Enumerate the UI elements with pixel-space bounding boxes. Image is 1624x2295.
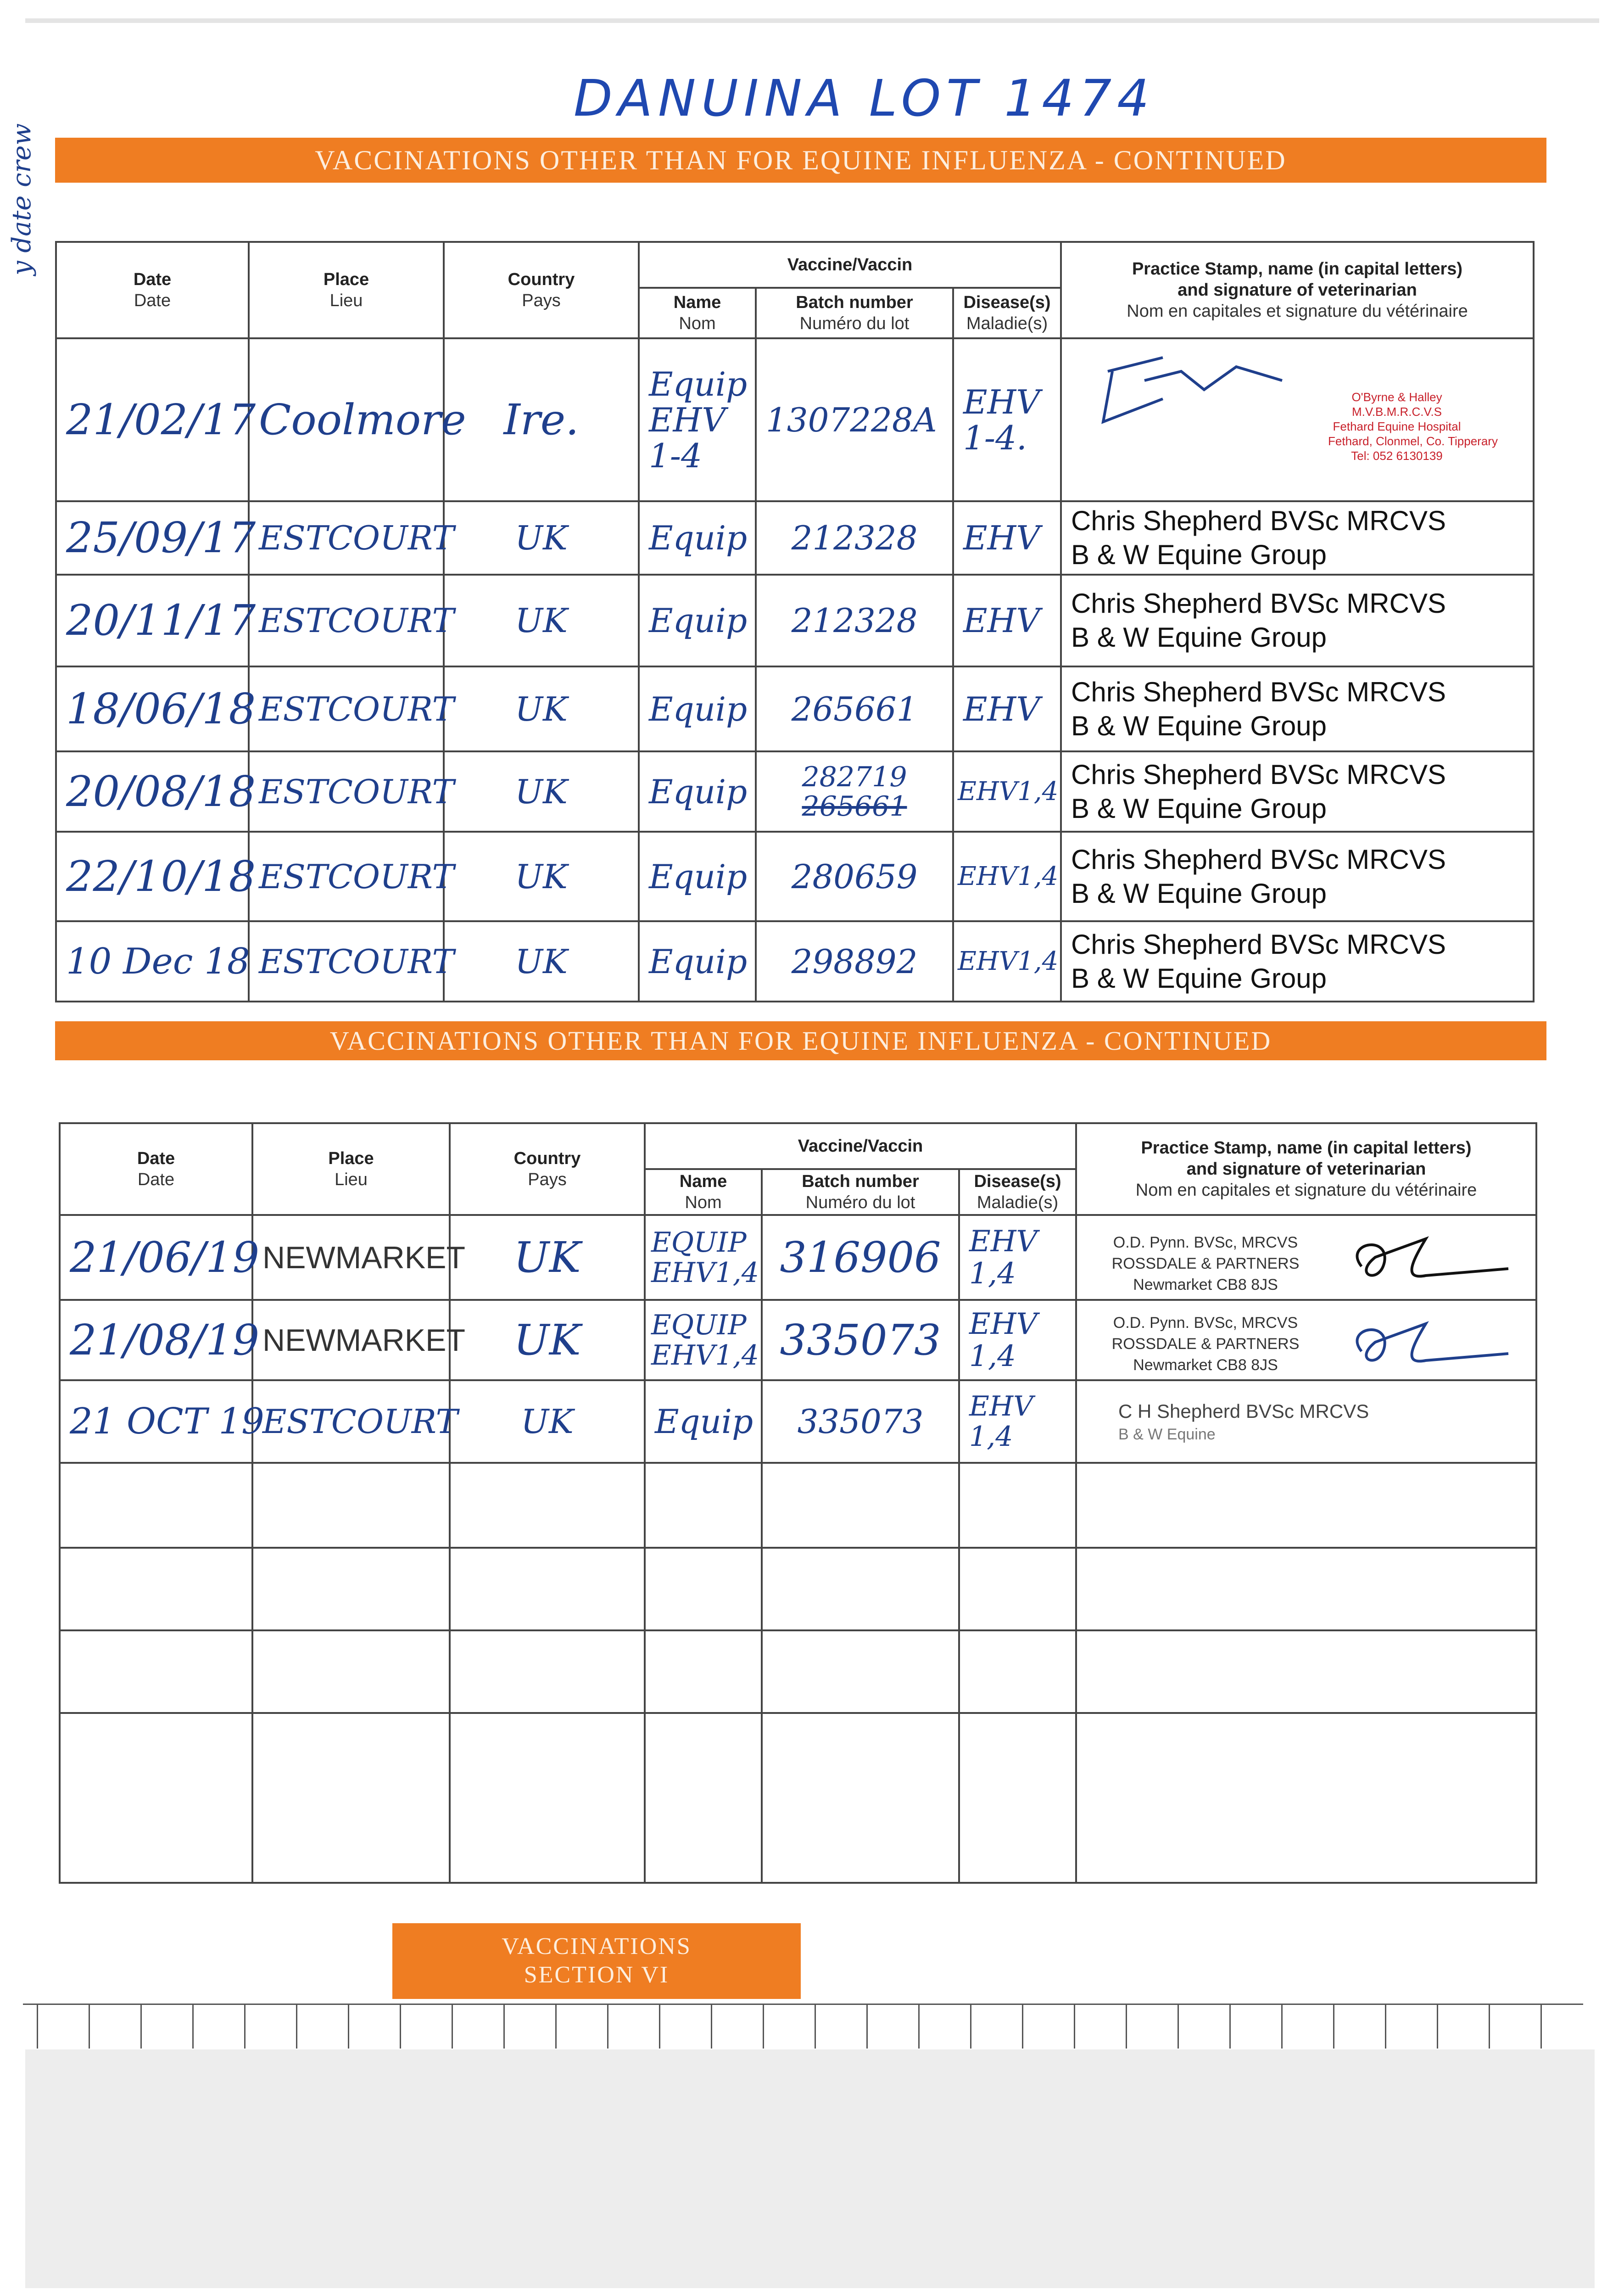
header-country: Country Pays (450, 1123, 645, 1215)
batch-cell: 280659 (791, 857, 918, 896)
vaccine-name-cell: Equip EHV 1-4 (649, 364, 748, 475)
ruler-tick (37, 2005, 38, 2049)
country-cell: Ire. (503, 395, 579, 444)
banner-line: VACCINATIONS (502, 1933, 692, 1959)
ruler-tick (970, 2005, 971, 2049)
ruler-tick (1229, 2005, 1231, 2049)
disease-cell: EHV 1,4 (969, 1390, 1033, 1453)
stamp-practice: B & W Equine Group (1071, 963, 1327, 994)
date-cell: 20/08/18 (66, 767, 256, 816)
stamp-line: O.D. Pynn. BVSc, MRCVS (1113, 1314, 1298, 1332)
country-cell: UK (513, 1315, 581, 1365)
header-date: Date Date (60, 1123, 252, 1215)
stamp-line: ROSSDALE & PARTNERS (1111, 1255, 1300, 1272)
batch-cell: 282719 (802, 761, 907, 793)
date-cell: 22/10/18 (66, 851, 256, 901)
ruler-tick (1126, 2005, 1127, 2049)
country-cell: UK (515, 857, 568, 896)
stamp-line: O'Byrne & Halley (1351, 390, 1442, 404)
handwritten-title: DANUINA LOT 1474 (574, 69, 1155, 128)
header-batch: Batch number Numéro du lot (762, 1169, 959, 1215)
ruler-tick (244, 2005, 246, 2049)
ruler-tick (1281, 2005, 1283, 2049)
practice-stamp (1091, 1232, 1320, 1295)
stamp-practice: B & W Equine Group (1071, 539, 1327, 570)
page-top-edge (25, 18, 1599, 23)
header-practice: Practice Stamp, name (in capital letters) and signature of veterinarian Nom en capitales et signature du vétérinaire (1076, 1123, 1536, 1215)
banner-line: SECTION VI (524, 1962, 670, 1988)
ruler-tick (1385, 2005, 1386, 2049)
disease-cell: EHV (963, 601, 1040, 640)
ruler-tick (348, 2005, 349, 2049)
country-cell: UK (515, 942, 568, 981)
table-row (56, 338, 1534, 501)
vaccine-name-cell: Equip (649, 772, 748, 811)
stamp-line: O.D. Pynn. BVSc, MRCVS (1113, 1234, 1298, 1251)
table-row-empty (60, 1713, 1536, 1883)
country-cell: UK (515, 601, 568, 640)
table-row (56, 921, 1534, 1002)
margin-note: y date crew (7, 123, 37, 275)
batch-cell: 212328 (791, 601, 918, 640)
place-cell: ESTCOURT (259, 689, 454, 728)
batch-cell: 298892 (791, 942, 918, 981)
header-practice: Practice Stamp, name (in capital letters) and signature of veterinarian Nom en capitales et signature du vétérinaire (1061, 242, 1534, 338)
header-country: Country Pays (444, 242, 639, 338)
place-cell: ESTCOURT (259, 772, 454, 811)
stamp-line: Tel: 052 6130139 (1351, 449, 1443, 463)
date-cell: 20/11/17 (66, 596, 256, 645)
ruler-tick (815, 2005, 816, 2049)
place-cell: ESTCOURT (259, 857, 454, 896)
header-name: Name Nom (639, 288, 756, 338)
stamp-line: ROSSDALE & PARTNERS (1111, 1335, 1300, 1353)
ruler-tick (659, 2005, 660, 2049)
header-date: Date Date (56, 242, 249, 338)
header-disease: Disease(s) Maladie(s) (959, 1169, 1076, 1215)
table-row-empty (60, 1463, 1536, 1548)
table-row (60, 1215, 1536, 1300)
stamp-name: Chris Shepherd BVSc MRCVS (1071, 929, 1446, 960)
stamp-practice: B & W Equine (1118, 1426, 1216, 1443)
ruler-tick (192, 2005, 194, 2049)
veterinarian-signature (1089, 353, 1310, 459)
header-vaccine: Vaccine/Vaccin (639, 242, 1061, 288)
batch-cell: 1307228A (766, 400, 937, 439)
stamp-practice: B & W Equine Group (1071, 710, 1327, 741)
veterinarian-signature (1334, 1310, 1518, 1379)
vaccine-name-cell: Equip (649, 857, 748, 896)
batch-cell: 335073 (797, 1402, 924, 1441)
ruler-tick (1489, 2005, 1490, 2049)
disease-cell: EHV1,4 (958, 776, 1059, 806)
stamp-practice: B & W Equine Group (1071, 622, 1327, 653)
section-banner-bottom (392, 1923, 801, 1999)
stamp-line: Fethard Equine Hospital (1333, 420, 1461, 433)
ruler-tick (452, 2005, 453, 2049)
date-cell: 25/09/17 (66, 513, 256, 562)
ruler-tick (555, 2005, 557, 2049)
batch-cell: 335073 (780, 1315, 941, 1365)
vaccine-name-cell: Equip (655, 1402, 753, 1441)
stamp-name: Chris Shepherd BVSc MRCVS (1071, 844, 1446, 875)
ruler-tick (1178, 2005, 1179, 2049)
batch-cell: 212328 (791, 519, 918, 557)
country-cell: UK (515, 689, 568, 728)
ruler-tick (1022, 2005, 1023, 2049)
date-cell: 10 Dec 18 (66, 940, 250, 982)
disease-cell: EHV (963, 519, 1040, 557)
ruler-tick (1074, 2005, 1075, 2049)
header-place: Place Lieu (252, 1123, 450, 1215)
ruler-tick (1540, 2005, 1542, 2049)
vaccine-name-cell: EQUIP EHV1,4 (651, 1309, 759, 1371)
date-cell: 21/06/19 (70, 1232, 260, 1282)
country-cell: UK (513, 1232, 581, 1282)
practice-stamp (1319, 390, 1498, 463)
country-cell: UK (515, 772, 568, 811)
ruler-tick (400, 2005, 401, 2049)
vaccination-table-1 (55, 241, 1535, 1002)
practice-stamp (1091, 1312, 1320, 1376)
table-row (60, 1300, 1536, 1380)
table-row (60, 1380, 1536, 1463)
batch-struck-cell: 265661 (802, 790, 907, 823)
table-row (56, 575, 1534, 666)
country-cell: UK (521, 1402, 574, 1441)
header-place: Place Lieu (249, 242, 444, 338)
header-name: Name Nom (645, 1169, 762, 1215)
disease-cell: EHV1,4 (958, 861, 1059, 891)
vaccine-name-cell: Equip (649, 942, 748, 981)
date-cell: 21/08/19 (70, 1315, 260, 1365)
place-cell: ESTCOURT (259, 519, 454, 557)
batch-cell: 316906 (780, 1232, 941, 1282)
ruler-tick (607, 2005, 608, 2049)
disease-cell: EHV (963, 689, 1040, 728)
place-cell: NEWMARKET (262, 1240, 465, 1275)
table-row-empty (60, 1630, 1536, 1713)
date-cell: 18/06/18 (66, 684, 256, 733)
header-disease: Disease(s) Maladie(s) (953, 288, 1061, 338)
table-row (56, 501, 1534, 575)
stamp-line: Newmarket CB8 8JS (1133, 1276, 1278, 1293)
date-cell: 21 OCT 19 (70, 1401, 264, 1442)
stamp-practice: B & W Equine Group (1071, 878, 1327, 909)
stamp-line: M.V.B.M.R.C.V.S (1352, 405, 1442, 419)
vaccine-name-cell: Equip (649, 519, 748, 557)
batch-cell: 265661 (791, 689, 918, 728)
ruler-tick (918, 2005, 920, 2049)
stamp-name: Chris Shepherd BVSc MRCVS (1071, 588, 1446, 619)
ruler-tick (140, 2005, 142, 2049)
veterinarian-signature (1334, 1225, 1518, 1294)
vaccine-name-cell: EQUIP EHV1,4 (651, 1226, 759, 1289)
vaccination-table-2 (59, 1122, 1537, 1884)
stamp-name: Chris Shepherd BVSc MRCVS (1071, 505, 1446, 536)
ruler-tick (503, 2005, 505, 2049)
disease-cell: EHV 1-4. (963, 382, 1040, 457)
country-cell: UK (515, 519, 568, 557)
ruler-tick (711, 2005, 712, 2049)
date-cell: 21/02/17 (66, 395, 256, 444)
place-cell: Coolmore (259, 395, 466, 444)
ruler-tick (1437, 2005, 1438, 2049)
stamp-line: Newmarket CB8 8JS (1133, 1356, 1278, 1374)
table-row (56, 832, 1534, 921)
ruler-tick (89, 2005, 90, 2049)
disease-cell: EHV 1,4 (969, 1307, 1038, 1373)
table-row (56, 751, 1534, 832)
header-vaccine: Vaccine/Vaccin (645, 1123, 1076, 1169)
disease-cell: EHV 1,4 (969, 1224, 1038, 1291)
place-cell: ESTCOURT (259, 942, 454, 981)
place-cell: NEWMARKET (262, 1322, 465, 1358)
table-row (56, 666, 1534, 751)
disease-cell: EHV1,4 (958, 946, 1059, 976)
page-edge-ruler (23, 2004, 1583, 2055)
stamp-name: Chris Shepherd BVSc MRCVS (1071, 759, 1446, 790)
stamp-name: C H Shepherd BVSc MRCVS (1118, 1400, 1369, 1422)
place-cell: ESTCOURT (262, 1402, 458, 1441)
ruler-tick (1333, 2005, 1334, 2049)
place-cell: ESTCOURT (259, 601, 454, 640)
stamp-line: Fethard, Clonmel, Co. Tipperary (1328, 434, 1498, 448)
table-row-empty (60, 1548, 1536, 1630)
vaccine-name-cell: Equip (649, 689, 748, 728)
stamp-name: Chris Shepherd BVSc MRCVS (1071, 676, 1446, 707)
ruler-tick (866, 2005, 868, 2049)
header-batch: Batch number Numéro du lot (756, 288, 953, 338)
scan-shadow (25, 2049, 1595, 2288)
section-banner-top: VACCINATIONS OTHER THAN FOR EQUINE INFLUENZA - CONTINUED (55, 138, 1546, 183)
stamp-practice: B & W Equine Group (1071, 793, 1327, 824)
ruler-tick (296, 2005, 297, 2049)
section-banner-middle: VACCINATIONS OTHER THAN FOR EQUINE INFLUENZA - CONTINUED (55, 1021, 1546, 1060)
ruler-tick (763, 2005, 764, 2049)
vaccine-name-cell: Equip (649, 601, 748, 640)
